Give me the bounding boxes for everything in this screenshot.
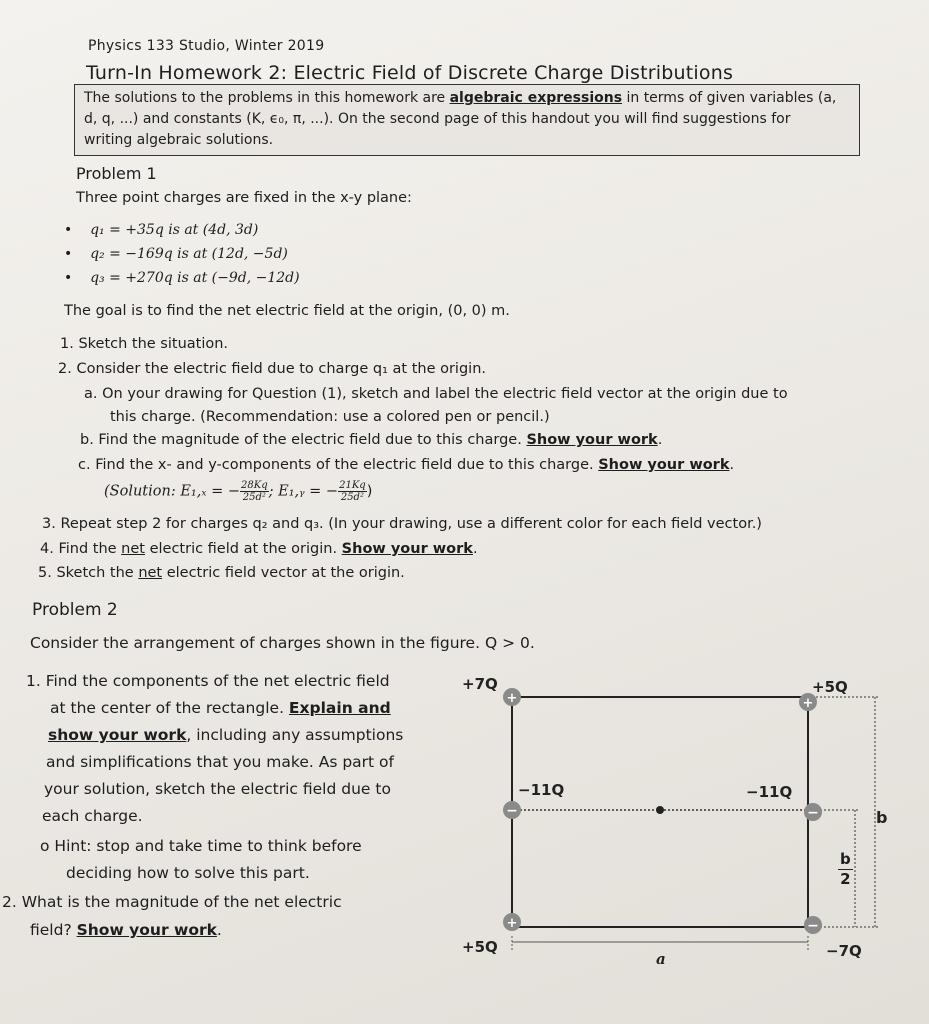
step-2c: c. Find the x- and y-components of the electric field due to this charge. Show your work. <box>78 457 735 473</box>
p2-q2-line2: field? Show your work. <box>30 921 222 939</box>
step-1: 1. Sketch the situation. <box>60 336 229 352</box>
step-5: 5. Sketch the net electric field vector at the origin. <box>38 565 405 581</box>
p2-q1-line3: show your work, including any assumptions <box>48 726 404 744</box>
problem2-heading: Problem 2 <box>32 600 118 620</box>
problem2-lead: Consider the arrangement of charges shown in the figure. Q > 0. <box>30 634 535 652</box>
step-3: 3. Repeat step 2 for charges q₂ and q₃. (In your drawing, use a different color for each field vector.) <box>42 516 762 532</box>
svg-text:+: + <box>802 696 814 711</box>
step-2a-line1: a. On your drawing for Question (1), sketch and label the electric field vector at the origin due to <box>84 386 788 402</box>
step-2: 2. Consider the electric field due to charge q₁ at the origin. <box>58 361 486 377</box>
p2-q1-line4: and simplifications that you make. As part of <box>46 753 394 771</box>
problem1-lead: Three point charges are fixed in the x-y plane: <box>76 190 412 206</box>
label-minus-11q-right: −11Q <box>746 783 793 801</box>
label-plus-5q-top: +5Q <box>812 678 848 696</box>
svg-text:−: − <box>807 918 819 934</box>
charge-rectangle-figure <box>440 660 910 980</box>
charge-bottom-left <box>503 913 521 931</box>
label-a: a <box>656 950 666 968</box>
p2-hint-line1: o Hint: stop and take time to think before <box>40 837 362 855</box>
step-4: 4. Find the net electric field at the origin. Show your work. <box>40 541 478 557</box>
charge-item: • q₃ = +270q is at (−9d, −12d) <box>64 270 300 286</box>
problem1-goal: The goal is to find the net electric field at the origin, (0, 0) m. <box>64 303 510 319</box>
p2-q1-line6: each charge. <box>42 807 143 825</box>
intro-text: The solutions to the problems in this homework are algebraic expressions in terms of given variables (a, d, q, ...) and constants (K, ϵ₀, π, ...). On the second page of this handout you will find suggestions for writing algebraic solutions. <box>84 90 837 148</box>
p2-q1-line1: 1. Find the components of the net electric field <box>26 672 390 690</box>
p2-hint-line2: deciding how to solve this part. <box>66 864 310 882</box>
solution-line: (Solution: E₁,ₓ = − $\frac{28Kq}{\text{25d²}}$ ; E₁,ᵧ = − $\frac{21Kq}{\text{25d²}}$ ) <box>104 480 373 503</box>
charge-item: • q₂ = −169q is at (12d, −5d) <box>64 246 288 262</box>
label-minus-7q: −7Q <box>826 942 862 960</box>
problem1-heading: Problem 1 <box>76 164 157 183</box>
course-line: Physics 133 Studio, Winter 2019 <box>88 38 325 54</box>
label-minus-11q-left: −11Q <box>518 781 565 799</box>
charge-mid-left <box>503 801 521 819</box>
charge-item: • q₁ = +35q is at (4d, 3d) <box>64 222 259 238</box>
svg-text:−: − <box>807 805 819 821</box>
charge-bottom-right <box>804 916 822 934</box>
p2-q1-line2: at the center of the rectangle. Explain and <box>50 699 391 717</box>
center-point <box>656 806 664 814</box>
charge-top-left <box>503 688 521 706</box>
svg-text:−: − <box>506 803 518 819</box>
page-title: Turn-In Homework 2: Electric Field of Discrete Charge Distributions <box>86 62 734 84</box>
label-plus-5q-bottom: +5Q <box>462 938 498 956</box>
label-plus-7q: +7Q <box>462 675 498 693</box>
p2-q1-line5: your solution, sketch the electric field due to <box>44 780 391 798</box>
label-b: b <box>876 808 888 827</box>
label-b-over-2: b 2 <box>840 850 851 888</box>
svg-text:+: + <box>506 691 518 706</box>
step-2a-line2: this charge. (Recommendation: use a colored pen or pencil.) <box>110 409 550 425</box>
svg-text:+: + <box>506 916 518 931</box>
step-2b: b. Find the magnitude of the electric field due to this charge. Show your work. <box>80 432 663 448</box>
charge-mid-right <box>804 803 822 821</box>
p2-q2-line1: 2. What is the magnitude of the net electric <box>2 893 342 911</box>
